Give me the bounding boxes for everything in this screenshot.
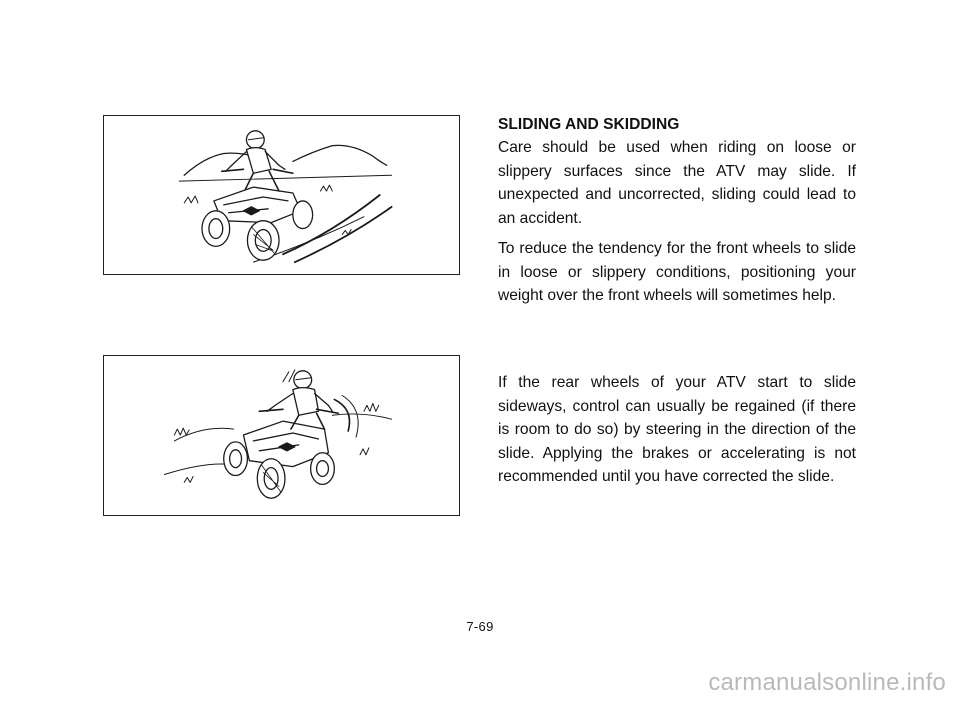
section-heading: SLIDING AND SKIDDING xyxy=(498,116,680,133)
illustration-atv-front-wheel-slide xyxy=(103,115,460,275)
watermark: carmanualsonline.info xyxy=(708,669,946,696)
paragraph-rear-wheel-slide: If the rear wheels of your ATV start to slide sideways, control can usually be regained (if there is room to do so) by steering in the direction of the slide. Applying the brakes or accelerating is not recommended until you have corrected the slide. xyxy=(498,374,856,486)
illustration-atv-rear-wheel-slide xyxy=(103,355,460,516)
paragraph-sliding-caution: Care should be used when riding on loose or slippery surfaces since the ATV may slide. If unexpected and uncorrected, sliding could lead to an accident. xyxy=(498,139,856,227)
paragraph-front-wheel-slide: To reduce the tendency for the front wheels to slide in loose or slippery conditions, positioning your weight over the front wheels will sometimes help. xyxy=(498,240,856,305)
page-number: 7-69 xyxy=(466,619,494,634)
